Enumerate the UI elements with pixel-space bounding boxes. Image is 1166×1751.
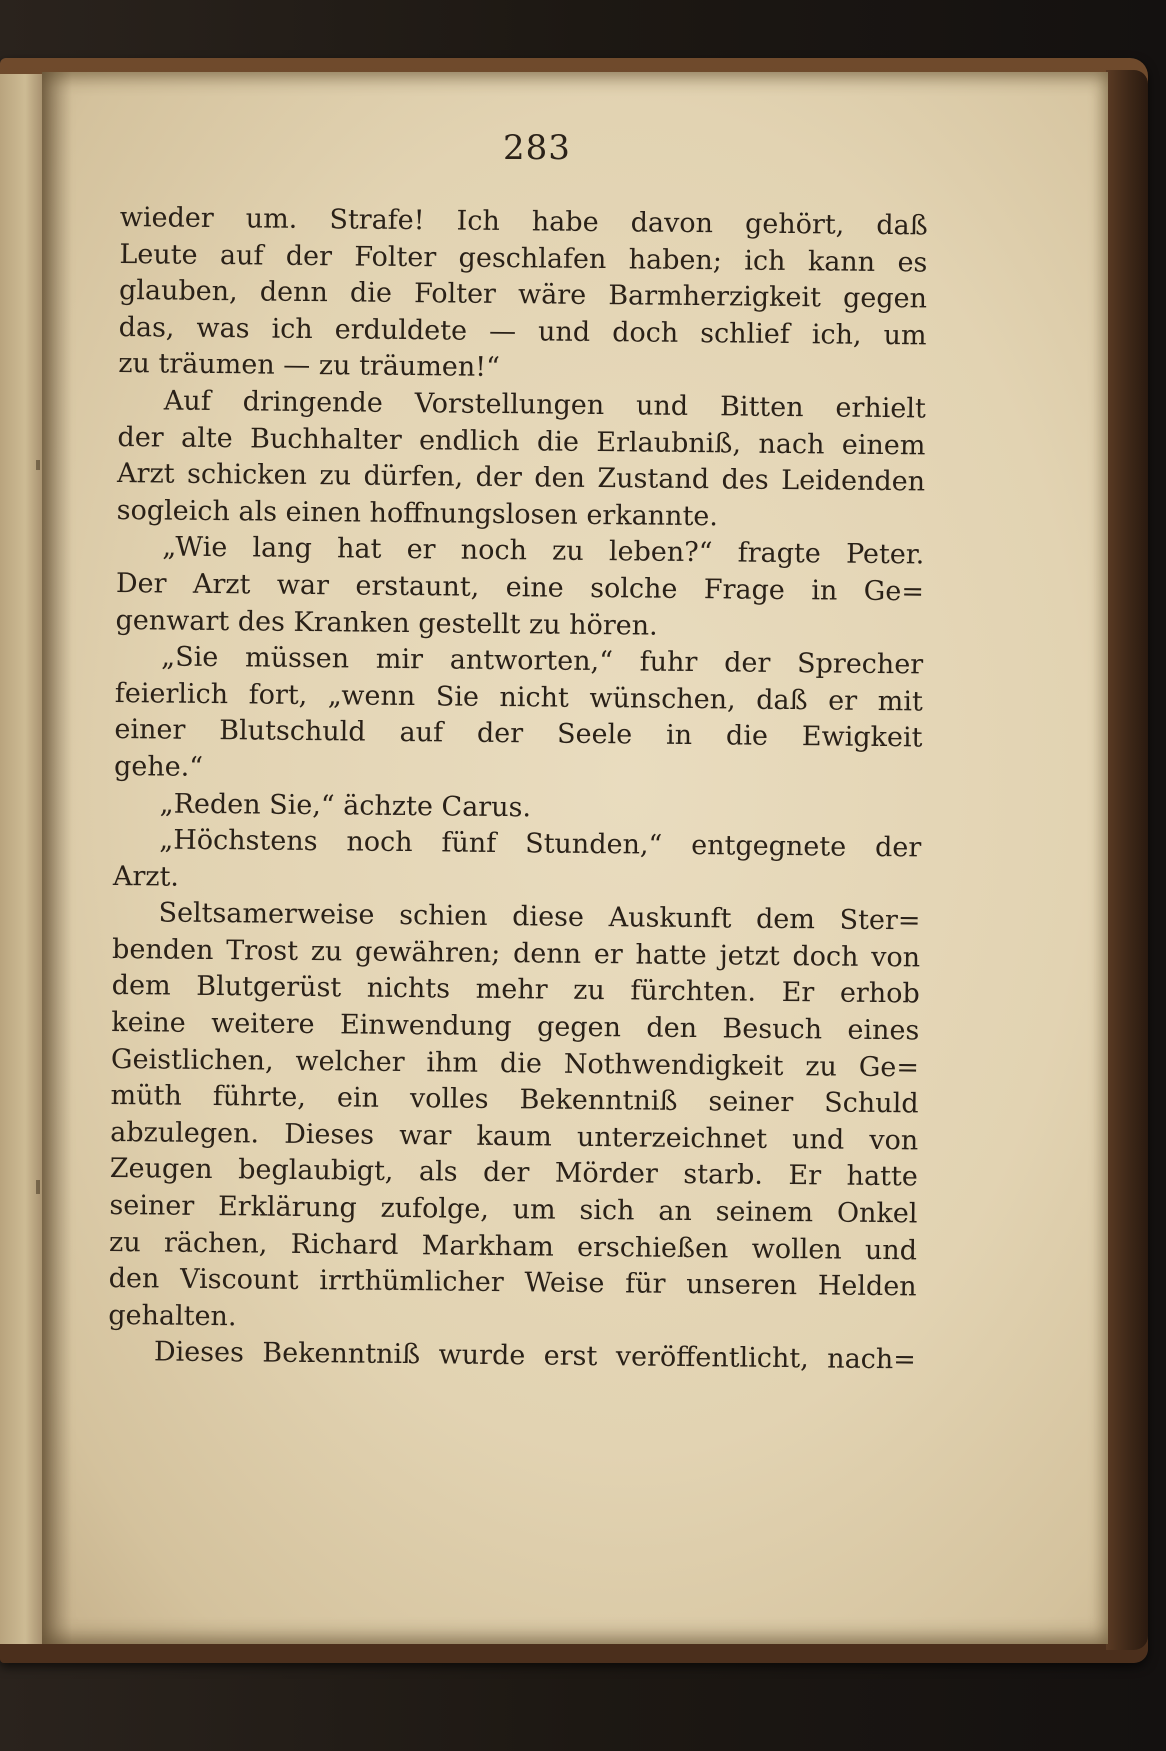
text-line: feierlich fort, „wenn Sie nicht wünschen, daß er mit: [114, 677, 923, 718]
text-line: Der Arzt war erstaunt, eine solche Frage in Ge=: [115, 567, 925, 608]
text-line: Seltsamerweise schien diese Auskunft dem Ster=: [158, 897, 921, 937]
text-line: wieder um. Strafe! Ich habe davon gehört, daß: [119, 201, 928, 242]
text-line: „Sie müssen mir antworten,“ fuhr der Sprecher: [161, 641, 924, 681]
text-line: Dieses Bekenntniß wurde erst veröffentlicht, nach=: [153, 1336, 917, 1376]
text-line: Auf dringende Vorstellungen und Bitten erhielt: [163, 385, 927, 425]
page-number: 283: [503, 128, 571, 168]
text-line: „Höchstens noch fünf Stunden,“ entgegnete der: [159, 824, 922, 864]
text-line: dem Blutgerüst nichts mehr zu fürchten. Er erhob: [111, 970, 920, 1010]
text-line: gehe.“: [113, 750, 204, 783]
text-line: Geistlichen, welcher ihm die Nothwendigkeit zu Ge=: [110, 1043, 920, 1084]
text-line: genwart des Kranken gestellt zu hören.: [115, 604, 658, 642]
text-line: Arzt.: [112, 860, 180, 893]
text-line: einer Blutschuld auf der Seele in die Ewigkeit: [114, 714, 923, 754]
text-line: sogleich als einen hoffnungslosen erkannte.: [116, 494, 719, 533]
margin-mark: [36, 1180, 40, 1194]
text-line: abzulegen. Dieses war kaum unterzeichnet und von: [110, 1116, 919, 1157]
margin-mark: [36, 460, 40, 470]
text-line: „Wie lang hat er noch zu leben?“ fragte Peter.: [162, 531, 925, 571]
text-line: „Reden Sie,“ ächzte Carus.: [159, 787, 532, 823]
text-line: keine weitere Einwendung gegen den Besuch eines: [111, 1007, 920, 1047]
text-line: das, was ich erduldete — und doch schlief ich, um: [118, 311, 927, 352]
text-line: Leute auf der Folter geschlafen haben; ich kann es: [119, 238, 928, 279]
text-line: den Viscount irrthümlicher Weise für unseren Helden: [108, 1263, 917, 1303]
body-text: [108, 200, 928, 1379]
text-line: Zeugen beglaubigt, als der Mörder starb. Er hatte: [109, 1153, 918, 1193]
text-line: Arzt schicken zu dürfen, der den Zustand des Leidenden: [116, 458, 926, 498]
text-line: zu träumen — zu träumen!“: [118, 348, 501, 384]
text-line: müth führte, ein volles Bekenntniß seiner Schuld: [110, 1080, 919, 1120]
cover-edge: [1106, 70, 1148, 1650]
text-line: gehalten.: [108, 1299, 237, 1333]
text-line: der alte Buchhalter endlich die Erlaubniß, nach einem: [117, 421, 926, 462]
text-line: seiner Erklärung zufolge, um sich an seinem Onkel: [109, 1189, 918, 1230]
previous-page-edge: [0, 74, 44, 1644]
text-line: glauben, denn die Folter wäre Barmherzigkeit gegen: [118, 275, 928, 315]
gutter-shadow: [42, 72, 72, 1644]
text-line: benden Trost zu gewähren; denn er hatte jetzt doch von: [111, 933, 921, 974]
text-line: zu rächen, Richard Markham erschießen wollen und: [108, 1226, 918, 1267]
